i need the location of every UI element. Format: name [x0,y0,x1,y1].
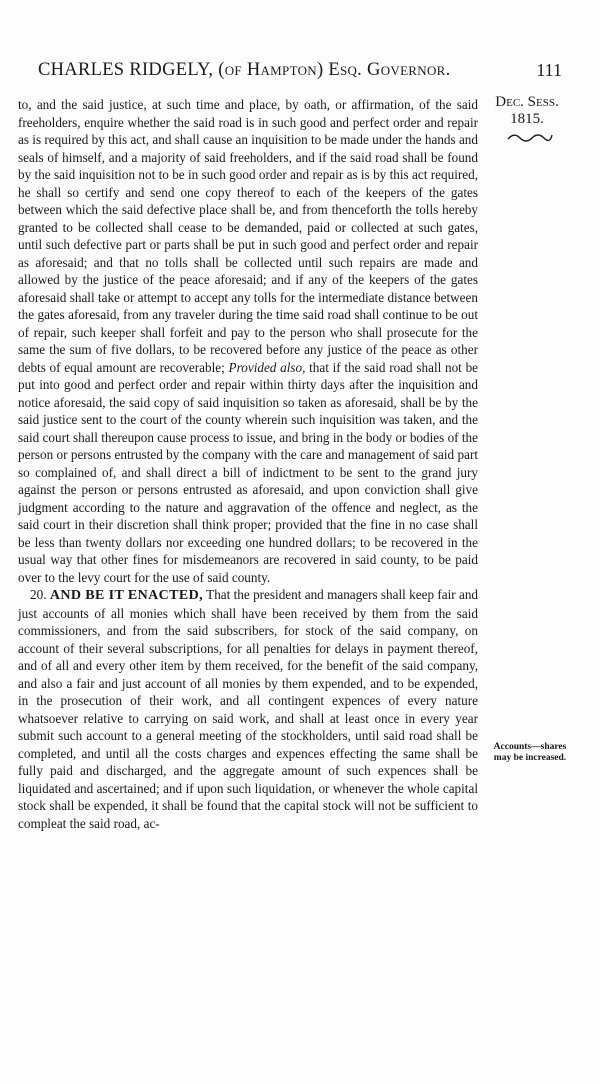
paragraph-text: to, and the said justice, at such time and place, by oath, or affirmation, of the said freeholders, enquire whether the said road is in such good and perfect order and repair as is required by this act, and shall cause an inquisition to be made under the hands and seals of himself, and a majority of said freeholders, and if the said road shall be found by the said inquisition not to be in such good order and repair as is by this act required, he shall so certify and send one copy thereof to each of the keepers of the gates between which the said defective place shall be, and from thenceforth the tolls hereby granted to be collected shall cease to be demanded, paid or collected at such gates, until such defective part or parts shall be put in such good and perfect order and repair as aforesaid; and that no tolls shall be collected until such repairs are made and allowed by the justice of the peace aforesaid; and if any of the keepers of the gates aforesaid shall take or attempt to accept any tolls for the intermediate distance between the gates aforesaid, from any traveler during the time said road shall continue to be out of repair, such keeper shall forfeit and pay to the person who shall prosecute for the same the sum of five dollars, to be recovered before any justice of the peace as other debts of equal amount are recoverable; [18,97,478,375]
session-label: Dec. Sess. [495,94,559,110]
governor-name: CHARLES RIDGELY, [38,60,214,80]
page-number: 111 [536,60,562,80]
section-number: 20. [30,587,47,602]
section-20-text: That the president and managers shall keep fair and just accounts of all monies which shall have been received by them from the said commissioners, and from the said subscribers, for stock of the said company, on account of their several subscriptions, for all penalties for delays in payment thereof, and of all and every other item by them received, for the benefit of the said company, and also a fair and just account of all monies by them expended, and to be expended, in the prosecution of their work, and all contingent expences of every nature whatsoever relative to carrying on said work, and shall at least once in every year submit such account to a general meeting of the stockholders, until said road shall be completed, and until all the costs charges and expences effecting the same shall be fully paid and discharged, and the aggregate amount of such expences shall be liquidated and ascertained; and if upon such liquidation, or whenever the whole capital stock shall be expended, it shall be found that the capital stock will not be sufficient to compleat the said road, ac- [18,587,479,831]
enacting-clause: AND BE IT ENACTED, [49,588,204,603]
body-text [18,96,478,832]
paragraph-text-rest: that if the said road shall not be put into good and perfect order and repair within thirty days after the inquisition and notice aforesaid, the said copy of said inquisition so taken as aforesaid, shall be by the said justice sent to the court of the county wherein such inquisition was taken, and the said court shall thereupon cause process to issue, and bring in the body or bodies of the person or persons entrusted by the company with the care and management of said part so complained of, and shall direct a bill of indictment to be sent to the grand jury against the person or persons entrusted as aforesaid, and upon conviction shall give judgment according to the nature and aggravation of the offence and neglect, as the said court in their discretion shall think proper; provided that the fine in no case shall be less than twenty dollars nor exceeding one hundred dollars; to be recovered in the usual way that other fines for misdemeanors are recovered in said county, to be paid over to the levy court for the use of said county. [18,359,479,585]
session-year: 1815. [510,111,544,127]
governor-residence: (of Hampton) [218,60,324,80]
margin-note: Accounts—shares may be increased. [493,742,567,763]
section-20-paragraph [18,586,478,832]
running-head-title [38,60,451,81]
ornament-swash-icon [506,130,554,144]
governor-title: Esq. Governor. [328,60,451,80]
margin-session-date [484,94,570,128]
proviso-italic: Provided also, [228,359,306,375]
paragraph-continuation [18,96,478,586]
running-head [30,58,570,84]
